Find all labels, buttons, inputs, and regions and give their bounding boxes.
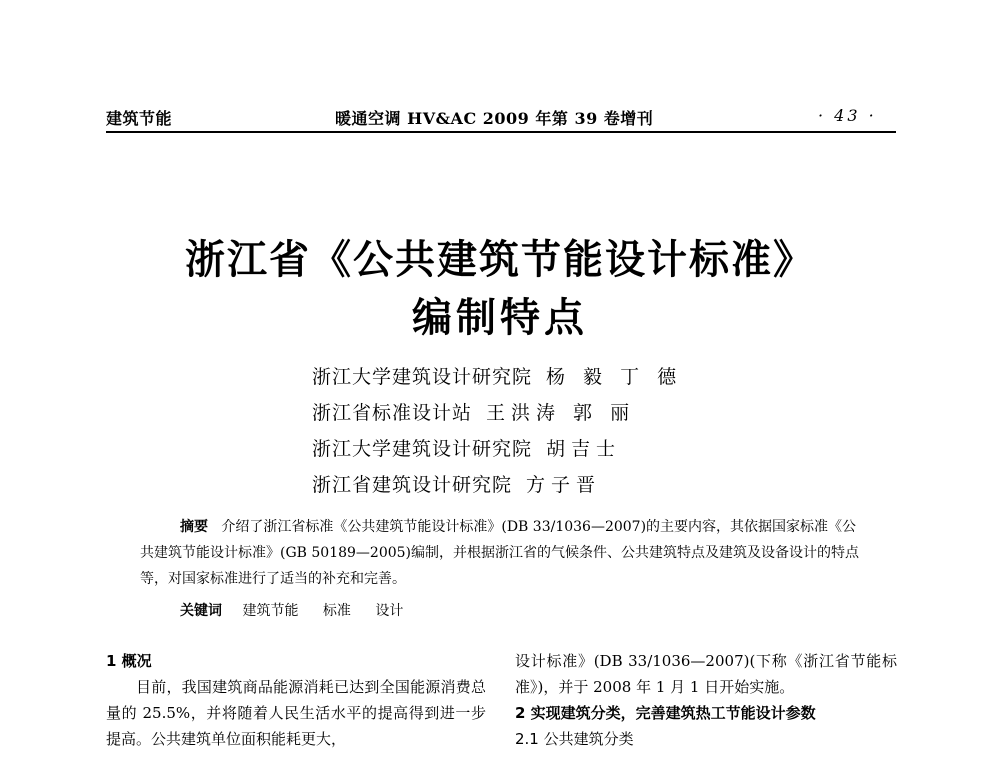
author-entry: [312, 470, 682, 506]
author-entry: [312, 434, 682, 470]
abstract: [140, 514, 860, 592]
header-section-label: 建筑节能: [106, 109, 173, 128]
section-1-paragraph: 目前，我国建筑商品能源消耗已达到全国能源消费总量的 25.5%，并将随着人民生活水平的提高得到进一步提高。公共建筑单位面积能耗更大，: [106, 678, 486, 748]
header-rule: [106, 131, 896, 133]
keywords: [180, 600, 423, 620]
body-left-column: [106, 648, 486, 752]
abstract-text: 介绍了浙江省标准《公共建筑节能设计标准》(DB 33/1036—2007)的主要内容，其依据国家标准《公共建筑节能设计标准》(GB 50189—2005)编制，并根据浙江省的气候条件、公共建筑特点及建筑及设备设计的特点等，对国家标准进行了适当的补充和完善。: [140, 519, 860, 587]
body-right-column: [515, 648, 897, 752]
author-entry: [312, 398, 682, 434]
author-affiliation: 浙江大学建筑设计研究院: [312, 366, 533, 388]
paper-title-line-2: 编制特点: [412, 295, 588, 341]
section-1-heading: 1 概况: [106, 652, 152, 670]
header-journal-title: 暖通空调 HV&AC 2009 年第 39 卷增刊: [335, 109, 654, 128]
keyword: 设计: [375, 603, 404, 619]
keywords-label: 关键词: [180, 603, 222, 619]
author-names: 方子晋: [526, 474, 602, 496]
author-names: 胡吉士: [546, 438, 622, 460]
section-2-1-heading: 2.1 公共建筑分类: [515, 730, 634, 748]
header-page-number: · 43 ·: [818, 106, 877, 125]
author-names: 杨 毅 丁 德: [546, 366, 683, 388]
section-2-heading: 2 实现建筑分类，完善建筑热工节能设计参数: [515, 704, 816, 722]
abstract-label: 摘要: [180, 519, 208, 535]
author-affiliation: 浙江省建筑设计研究院: [312, 474, 513, 496]
author-names: 王洪涛 郭 丽: [486, 402, 636, 424]
author-list: [312, 362, 682, 506]
author-entry: [312, 362, 682, 398]
keyword: 标准: [322, 603, 351, 619]
continued-paragraph: 设计标准》(DB 33/1036—2007)(下称《浙江省节能标准》)，并于 2008 年 1 月 1 日开始实施。: [515, 652, 897, 696]
keyword: 建筑节能: [242, 603, 299, 619]
author-affiliation: 浙江大学建筑设计研究院: [312, 438, 533, 460]
paper-title-line-1: 浙江省《公共建筑节能设计标准》: [185, 237, 815, 283]
author-affiliation: 浙江省标准设计站: [312, 402, 473, 424]
